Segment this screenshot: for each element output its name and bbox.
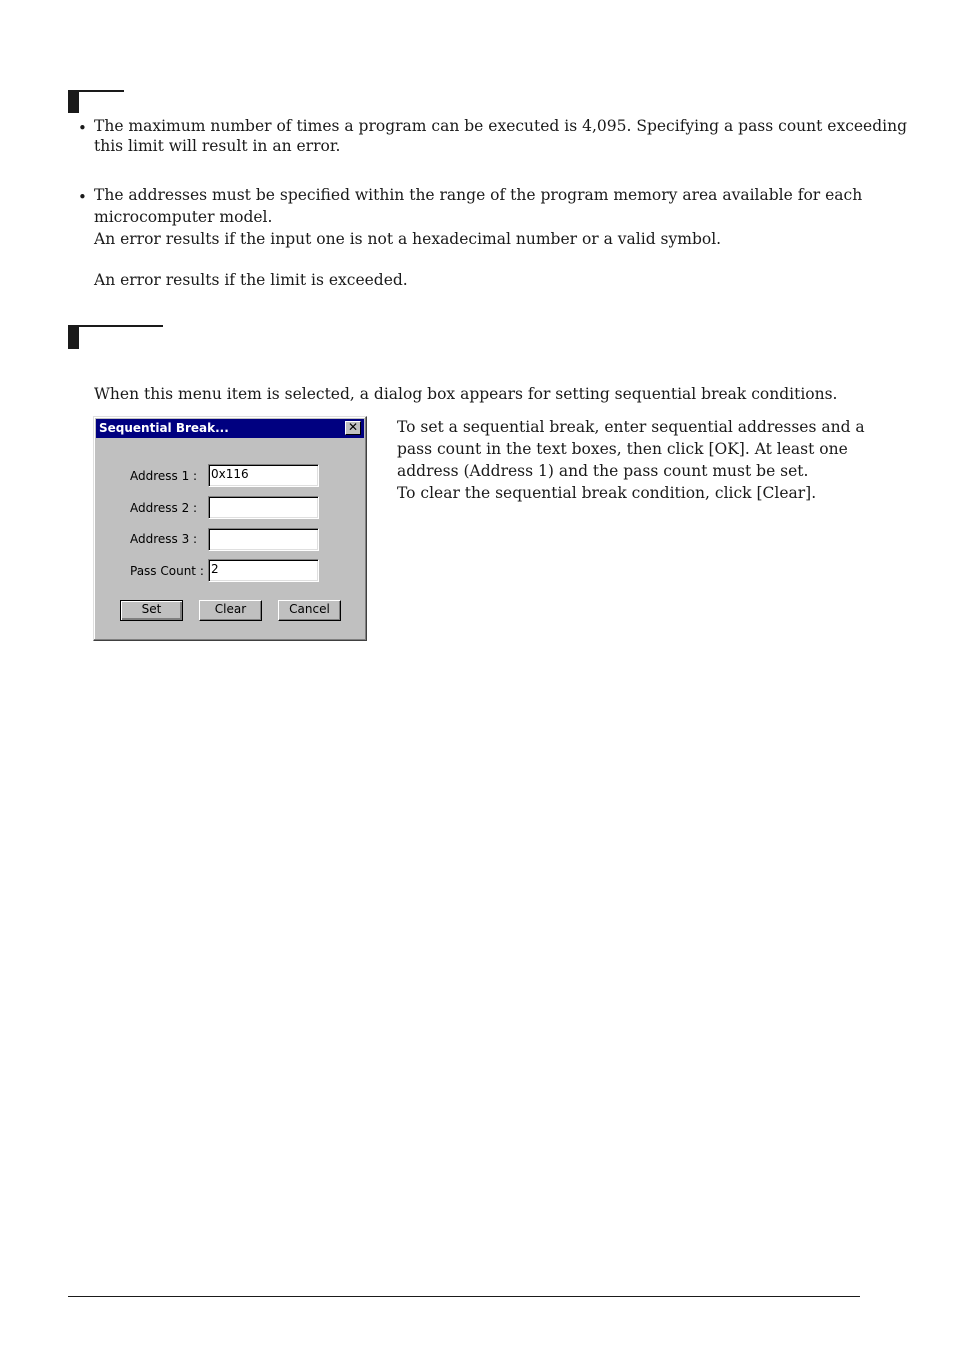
section-header-rule [68,325,163,327]
note-item-2-line-3: An error results if the input one is not a hexadecimal number or a valid symbol. [94,230,722,248]
note-item-2 [94,184,862,250]
note-item-2-line-2: microcomputer model. [94,208,273,226]
section-description [397,416,865,504]
address-2-label: Address 2 : [130,501,198,515]
address-1-input[interactable]: 0x116 [208,464,319,487]
note-item-1-line-2: this limit will result in an error. [94,137,341,155]
pass-count-input[interactable]: 2 [208,559,319,582]
bullet-marker: • [78,119,87,137]
description-line-3: address (Address 1) and the pass count must be set. [397,462,809,480]
notes-header-rule [68,90,124,92]
address-2-input[interactable] [208,496,319,519]
set-button[interactable]: Set [120,600,183,621]
pass-count-label: Pass Count : [130,564,204,578]
note-item-2-line-1: The addresses must be specified within the range of the program memory area available for each [94,186,863,204]
address-3-label: Address 3 : [130,532,198,546]
note-extra: An error results if the limit is exceeded. [94,271,408,289]
note-item-1-line-1: The maximum number of times a program can be executed is 4,095. Specifying a pass count exceeding [94,117,908,135]
address-1-label: Address 1 : [130,469,198,483]
note-item-1 [94,115,907,157]
dialog-titlebar[interactable] [96,419,364,438]
description-line-4: To clear the sequential break condition, click [Clear]. [397,484,817,502]
description-line-1: To set a sequential break, enter sequential addresses and a [397,418,865,436]
address-3-input[interactable] [208,528,319,551]
bullet-marker: • [78,188,87,206]
clear-button[interactable]: Clear [199,600,262,621]
cancel-button[interactable]: Cancel [278,600,341,621]
section-header-marker [68,327,79,349]
section-intro: When this menu item is selected, a dialog box appears for setting sequential break conditions. [94,385,838,403]
sequential-break-dialog [93,416,367,641]
footer-rule [68,1296,860,1297]
description-line-2: pass count in the text boxes, then click [OK]. At least one [397,440,848,458]
close-icon[interactable]: ✕ [345,421,361,435]
dialog-title: Sequential Break... [99,421,229,435]
notes-header-marker [68,91,79,113]
